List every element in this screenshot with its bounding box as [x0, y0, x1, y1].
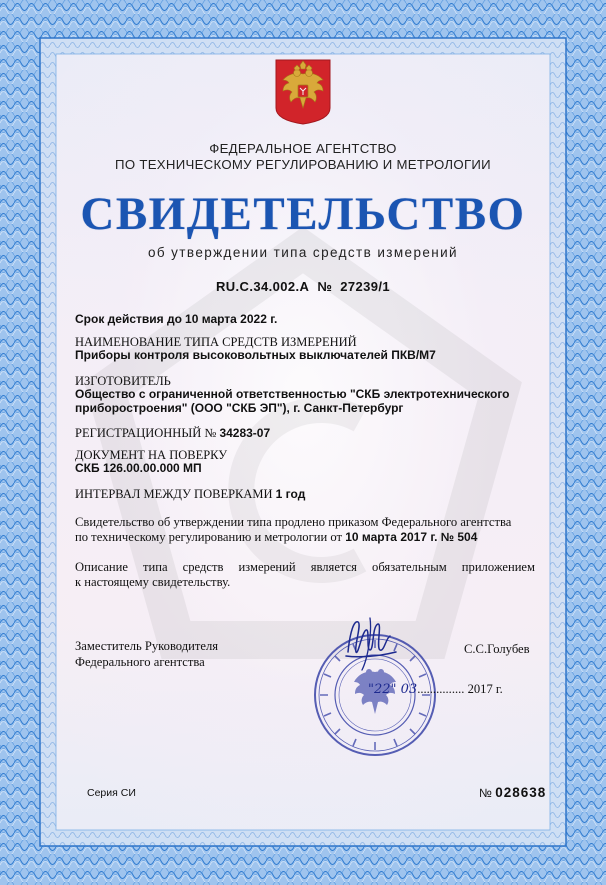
reg-number-value: 34283-07: [219, 426, 271, 440]
form-number: [479, 785, 546, 800]
document-subtitle: об утверждении типа средств измерений: [147, 245, 459, 260]
appendix-line1: Описание типа средств измерений является обязательным приложением: [75, 560, 535, 574]
issue-date: [368, 682, 503, 697]
document-title: СВИДЕТЕЛЬСТВО: [80, 188, 526, 240]
handwritten-signature: [340, 612, 400, 674]
instrument-type-label: НАИМЕНОВАНИЕ ТИПА СРЕДСТВ ИЗМЕРЕНИЙ: [75, 335, 357, 349]
signatory-title-line1: Заместитель Руководителя: [75, 639, 219, 653]
appendix-note: [75, 560, 535, 589]
agency-name-line1: ФЕДЕРАЛЬНОЕ АГЕНТСТВО: [209, 141, 397, 156]
manufacturer-value-line1: Общество с ограниченной ответственностью "СКБ электротехнического: [75, 387, 510, 401]
reg-number-label: РЕГИСТРАЦИОННЫЙ №: [75, 426, 217, 440]
signatory-title: [75, 638, 218, 670]
registration-number-sign: №: [317, 279, 333, 294]
order-date: 10 марта 2017 г.: [345, 529, 438, 544]
validity-row: [75, 312, 277, 326]
russian-coat-of-arms-icon: [274, 58, 332, 126]
appendix-line2: к настоящему свидетельству.: [75, 574, 231, 589]
series-label: Серия СИ: [87, 787, 136, 799]
interval-value: 1 год: [275, 487, 306, 501]
certificate-registration: [0, 279, 606, 294]
date-year: 2017 г.: [467, 682, 503, 696]
form-number-value: 028638: [495, 785, 547, 800]
signatory-name: С.С.Голубев: [464, 642, 530, 656]
extension-paragraph: [75, 515, 535, 544]
date-dots: ...............: [417, 682, 465, 696]
interval-row: [75, 487, 305, 501]
manufacturer-value-line2: приборостроения" (ООО "СКБ ЭП"), г. Санкт-Петербург: [75, 401, 404, 415]
agency-name-line2: ПО ТЕХНИЧЕСКОМУ РЕГУЛИРОВАНИЮ И МЕТРОЛОГИИ: [115, 157, 491, 172]
validity-label: Срок действия до: [75, 312, 182, 326]
extension-line2: по техническому регулированию и метрологии от 10 марта 2017 г. № 504: [75, 529, 478, 544]
validity-value: 10 марта 2022 г.: [185, 312, 278, 326]
handwritten-date: "22" 03: [368, 682, 418, 697]
manufacturer-label: ИЗГОТОВИТЕЛЬ: [75, 374, 171, 388]
registration-code: RU.C.34.002.A: [215, 279, 310, 294]
reg-number-row: [75, 426, 270, 440]
instrument-type-value: Приборы контроля высоковольтных выключателей ПКВ/М7: [75, 348, 436, 362]
order-number: № 504: [440, 529, 478, 544]
registration-number: 27239/1: [340, 279, 391, 294]
form-number-sign: №: [479, 786, 492, 800]
verification-doc-label: ДОКУМЕНТ НА ПОВЕРКУ: [75, 448, 228, 462]
interval-label: ИНТЕРВАЛ МЕЖДУ ПОВЕРКАМИ: [75, 487, 273, 501]
signatory-title-line2: Федерального агентства: [75, 655, 205, 669]
verification-doc-value: СКБ 126.00.00.000 МП: [75, 461, 202, 475]
extension-line1: Свидетельство об утверждении типа продлено приказом Федерального агентства: [75, 515, 512, 529]
